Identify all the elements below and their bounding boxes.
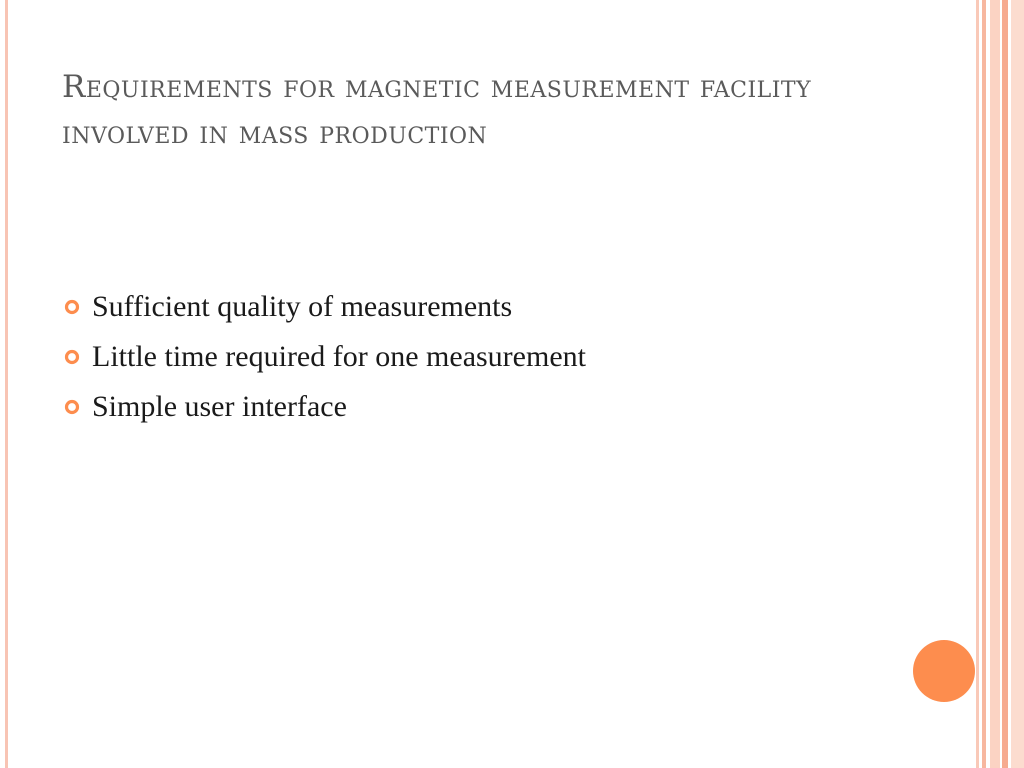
slide-title: Requirements for magnetic measurement facility involved in mass production	[62, 69, 812, 151]
stripe	[1011, 0, 1024, 768]
bullet-text: Little time required for one measurement	[92, 340, 586, 373]
stripe	[1002, 0, 1008, 768]
list-item	[64, 332, 904, 382]
ring-bullet-icon	[64, 399, 80, 415]
bullet-text: Sufficient quality of measurements	[92, 290, 513, 323]
ring-bullet-icon	[64, 349, 80, 365]
decorative-orange-circle	[913, 640, 975, 702]
list-item	[64, 282, 904, 332]
bullet-list	[64, 282, 904, 432]
ring-bullet-icon	[64, 299, 80, 315]
stripe	[990, 0, 1000, 768]
stripe	[976, 0, 979, 768]
left-border	[5, 0, 8, 768]
stripe	[982, 0, 986, 768]
bullet-text: Simple user interface	[92, 390, 347, 423]
list-item	[64, 382, 904, 432]
right-decorative-stripes	[976, 0, 1024, 768]
